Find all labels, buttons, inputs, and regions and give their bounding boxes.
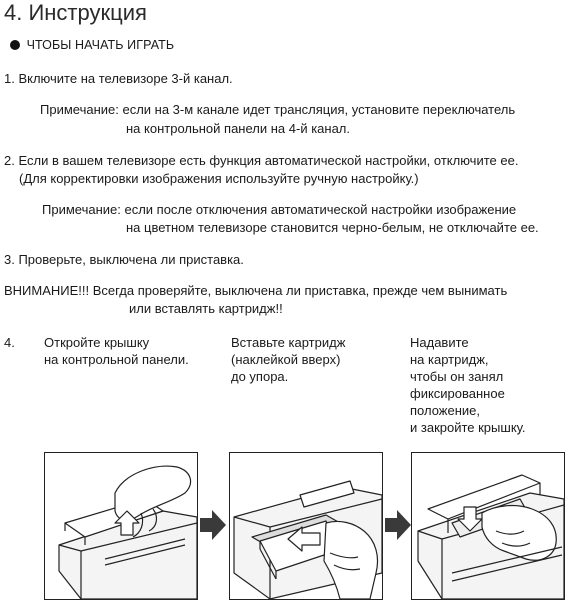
page-title: 4. Инструкция: [4, 0, 147, 25]
step-2-line-1: 2. Если в вашем телевизоре есть функция автоматической настройки, отключите ее.: [4, 153, 519, 168]
illustration-open-lid: [44, 452, 198, 600]
section-heading-label: ЧТОБЫ НАЧАТЬ ИГРАТЬ: [26, 38, 175, 52]
step-2-line-2: (Для корректировки изображения используйте ручную настройку.): [19, 171, 419, 186]
open-lid-drawing: [45, 453, 197, 599]
step-4-col-1: [44, 334, 189, 368]
section-heading: [10, 38, 174, 52]
step-4-col-3-line: и закройте крышку.: [410, 420, 526, 435]
next-step-arrow-icon: [385, 508, 411, 542]
note-2-line-2: на цветном телевизоре становится черно-белым, не отключайте ее.: [126, 220, 539, 235]
press-cartridge-drawing: [412, 453, 564, 599]
step-4-col-2: [231, 334, 345, 385]
next-step-arrow-icon: [200, 508, 226, 542]
step-4-col-1-line: на контрольной панели.: [44, 352, 189, 367]
note-1-line-2: на контрольной панели на 4-й канал.: [126, 121, 351, 136]
illustration-press-cartridge: [411, 452, 565, 600]
step-4-col-3-line: положение,: [410, 403, 481, 418]
step-4-col-2-line: до упора.: [231, 369, 289, 384]
step-4-col-3-line: фиксированное: [410, 386, 505, 401]
warning-line-2: или вставлять картридж!!: [129, 301, 283, 316]
step-4-col-3-line: Надавите: [410, 335, 469, 350]
note-2-line-1: Примечание: если после отключения автоматической настройки изображение: [42, 202, 517, 217]
step-1: 1. Включите на телевизоре 3-й канал.: [4, 71, 233, 86]
step-4-col-1-line: Откройте крышку: [44, 335, 150, 350]
warning-line-1: ВНИМАНИЕ!!! Всегда проверяйте, выключена ли приставка, прежде чем вынимать: [4, 283, 508, 298]
step-3: 3. Проверьте, выключена ли приставка.: [4, 252, 244, 267]
illustration-insert-cartridge: [229, 452, 383, 600]
insert-cartridge-drawing: [230, 453, 382, 599]
bullet-icon: [10, 40, 20, 50]
step-4-col-3-line: на картридж,: [410, 352, 489, 367]
note-1-line-1: Примечание: если на 3-м канале идет трансляция, установите переключатель: [40, 102, 516, 117]
step-4-col-3-line: чтобы он занял: [410, 369, 504, 384]
step-4-col-2-line: (наклейкой вверх): [231, 352, 341, 367]
step-4-col-2-line: Вставьте картридж: [231, 335, 346, 350]
step-4-number: 4.: [4, 335, 15, 350]
step-4-col-3: [410, 334, 525, 436]
